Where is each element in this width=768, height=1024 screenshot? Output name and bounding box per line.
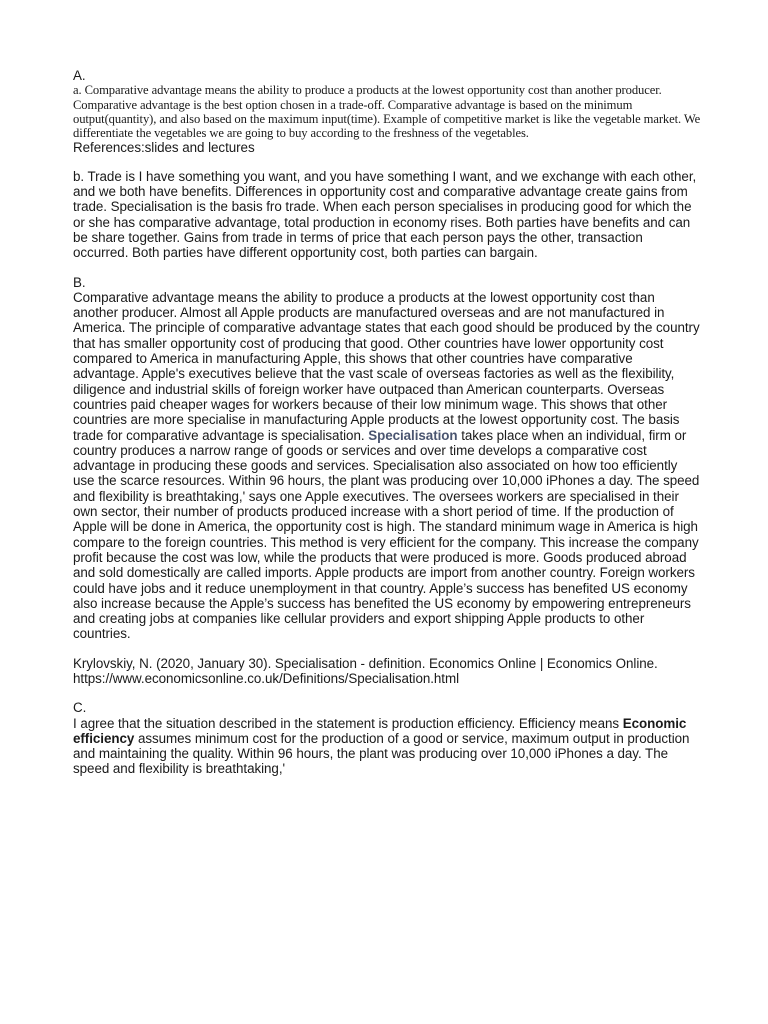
section-a-references: References:slides and lectures — [73, 140, 255, 156]
document-page — [73, 68, 701, 777]
section-a-heading: A. — [73, 68, 86, 83]
section-b-heading: B. — [73, 274, 86, 290]
section-b-text-1: Comparative advantage means the ability to produce a products at the lowest opportunity cost than another producer. Almost all Apple products are manufactured overseas and are not manufactured in America. The principle of comparative advantage states that each good should be produced by the country that has smaller opportunity cost of producing that good. Other countries have lower opportunity cost compared to America in manufacturing Apple, this shows that other countries have comparative advantage. Apple's executives believe that the vast scale of overseas factories as well as the flexibility, diligence and industrial skills of foreign worker have outpaced than American counterparts. Overseas countries paid cheaper wages for workers because of their low minimum wage. This shows that other countries are more specialise in manufacturing Apple products at the lowest opportunity cost. The basis trade for comparative advantage is specialisation. — [73, 289, 700, 443]
section-c-heading: C. — [73, 700, 87, 716]
spacer — [73, 261, 701, 275]
specialisation-term: Specialisation — [368, 427, 458, 443]
section-c-text-2: assumes minimum cost for the production of a good or service, maximum output in production and maintaining the quality. Within 96 hours, the plant was producing over 10,000 iPhones a day. The speed and flexibility is breathtaking,' — [73, 730, 690, 777]
spacer — [73, 156, 701, 169]
section-a-part-b: b. Trade is I have something you want, and you have something I want, and we exchange with each other, and we both have benefits. Differences in opportunity cost and comparative advantage create gains from trade. Specialisation is the basis fro trade. When each person specialises in producing good for which the or she has comparative advantage, total production in economy rises. Both parties have benefits and can be share together. Gains from trade in terms of price that each person pays the other, transaction occurred. Both parties have different opportunity cost, both parties can bargain. — [73, 168, 697, 261]
economic-efficiency-term: Economic efficiency — [73, 715, 687, 746]
section-b-body — [73, 290, 701, 642]
spacer — [73, 686, 701, 700]
section-a-part-a: a. Comparative advantage means the ability to produce a products at the lowest opportunity cost than another producer. Comparative advantage is the best option chosen in a trade-off. Comparative advantage is based on the minimum output(quantity), and also based on the maximum input(time). Example of competitive market is like the vegetable market. We differentiate the vegetables we are going to buy according to the freshness of the vegetables. — [73, 83, 701, 141]
spacer — [73, 642, 701, 656]
section-c-body — [73, 716, 701, 777]
section-b-citation: Krylovskiy, N. (2020, January 30). Specialisation - definition. Economics Online | Economics Online. https://www.economicsonline.co.uk/Definitions/Specialisation.html — [73, 655, 658, 686]
section-b-text-2: takes place when an individual, firm or country produces a narrow range of goods or services and over time develops a comparative cost advantage in producing these goods and services. Specialisation also associated on how too efficiently use the scarce resources. Within 96 hours, the plant was producing over 10,000 iPhones a day. The speed and flexibility is breathtaking,' says one Apple executives. The oversees workers are specialised in their own sector, their number of products produced increase with a short period of time. If the production of Apple will be done in America, the opportunity cost is high. The standard minimum wage in America is high compare to the foreign countries. This method is very efficient for the company. This increase the company profit because the cost was low, while the products that were produced is more. Goods produced abroad and sold domestically are called imports. Apple products are import from another country. Foreign workers could have jobs and it reduce unemployment in that country. Apple’s success has benefited US economy also increase because the Apple’s success has benefited the US economy by empowering entrepreneurs and creating jobs at companies like cellular providers and export shipping Apple products to other countries. — [73, 427, 700, 642]
section-c-text-1: I agree that the situation described in the statement is production efficiency. Efficiency means — [73, 715, 623, 731]
